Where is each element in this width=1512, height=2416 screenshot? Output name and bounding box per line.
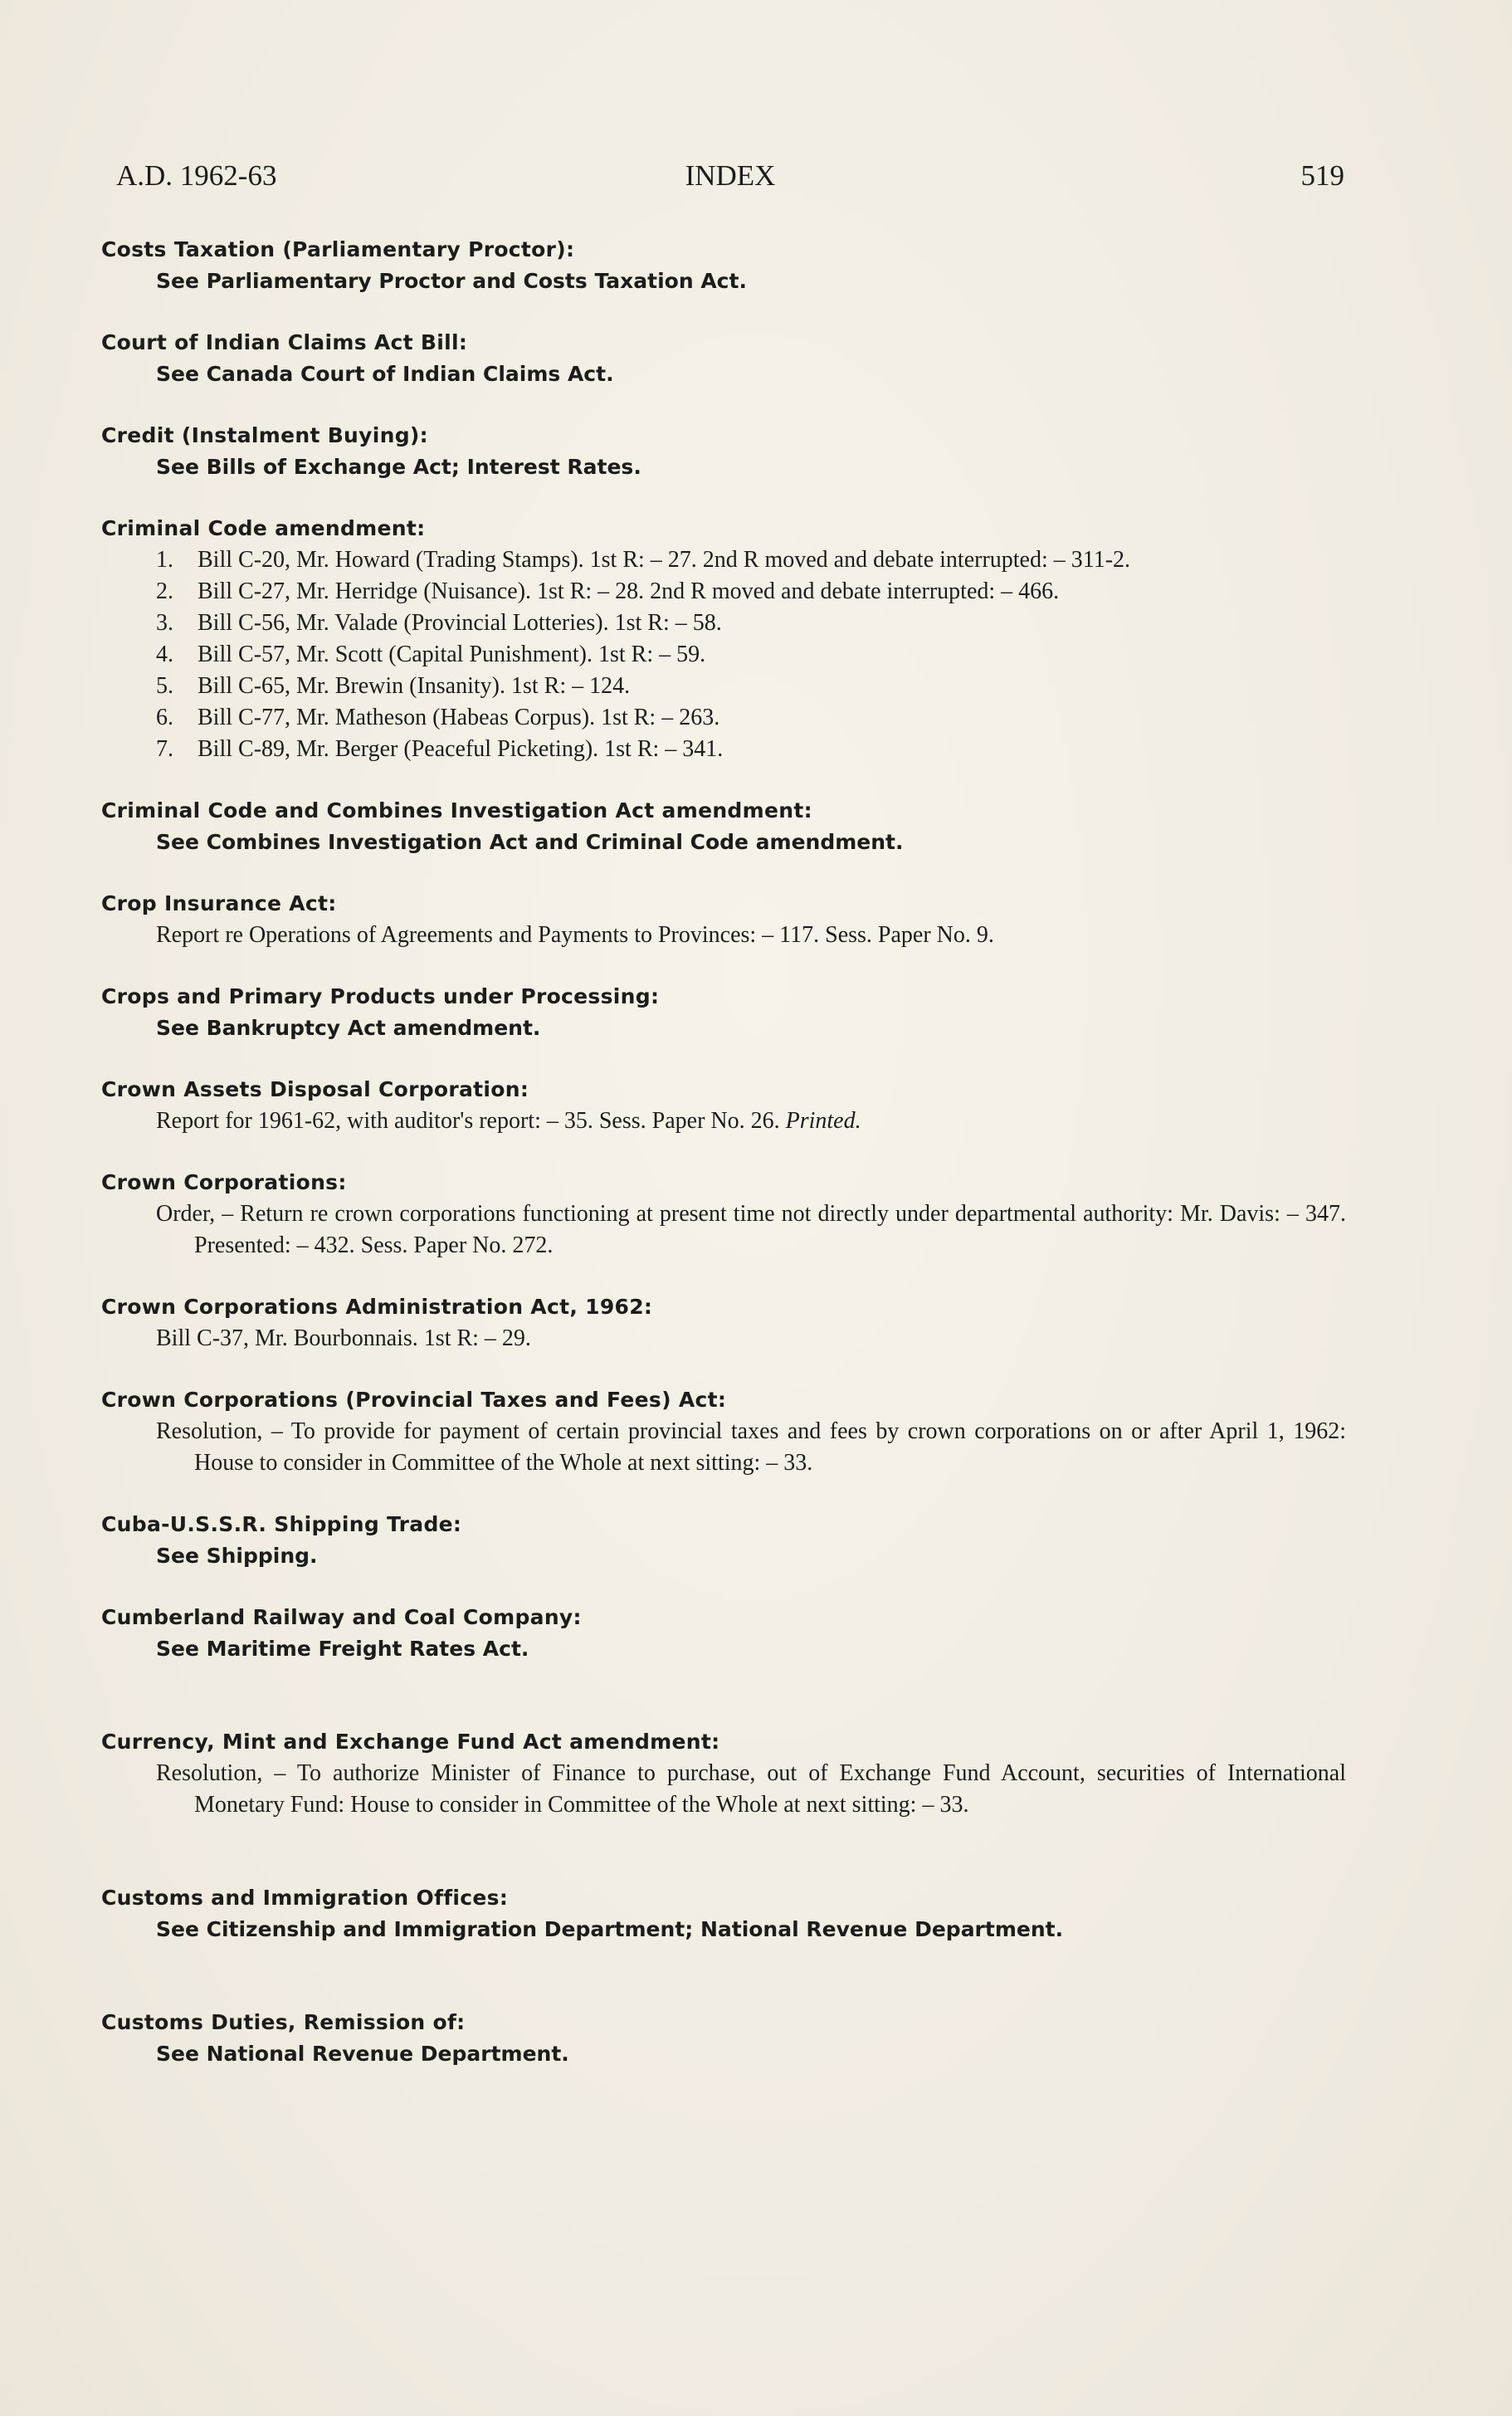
index-entry bbox=[101, 1882, 1346, 1945]
index-entry bbox=[101, 234, 1346, 297]
index-entry bbox=[101, 1726, 1346, 1821]
page-header bbox=[116, 159, 1344, 201]
printed-note: Printed. bbox=[785, 1108, 861, 1134]
entry-heading: Crops and Primary Products under Processing: bbox=[101, 984, 660, 1008]
entry-heading: Criminal Code amendment: bbox=[101, 516, 426, 540]
index-entry bbox=[101, 513, 1346, 765]
entry-heading: Crown Corporations Administration Act, 1962: bbox=[101, 1295, 653, 1319]
entry-heading: Cumberland Railway and Coal Company: bbox=[101, 1605, 582, 1629]
entry-heading: Crop Insurance Act: bbox=[101, 891, 337, 915]
item-number: 2. bbox=[156, 578, 173, 604]
index-entry bbox=[101, 1602, 1346, 1665]
cross-reference: See National Revenue Department. bbox=[156, 2042, 569, 2066]
entry-heading: Cuba-U.S.S.R. Shipping Trade: bbox=[101, 1512, 462, 1536]
cross-reference: See Citizenship and Immigration Department; National Revenue Department. bbox=[156, 1917, 1064, 1941]
entry-heading: Crown Corporations (Provincial Taxes and Fees) Act: bbox=[101, 1388, 727, 1412]
cross-reference: See Combines Investigation Act and Criminal Code amendment. bbox=[156, 830, 904, 854]
list-item bbox=[101, 576, 1346, 608]
entry-heading: Crown Corporations: bbox=[101, 1170, 347, 1194]
entry-text: Resolution, – To authorize Minister of Finance to purchase, out of Exchange Fund Account, securities of International Monetary Fund: House to consider in Committee of the Whole at next sitting: – 33. bbox=[156, 1760, 1346, 1818]
index-entry bbox=[101, 1384, 1346, 1479]
entry-text: Resolution, – To provide for payment of certain provincial taxes and fees by crown corporations on or after April 1, 1962: House to consider in Committee of the Whole at next sitting: – 33. bbox=[156, 1418, 1346, 1476]
entry-text bbox=[101, 1106, 1346, 1137]
list-item bbox=[101, 702, 1346, 734]
entry-heading: Crown Assets Disposal Corporation: bbox=[101, 1077, 529, 1101]
item-text: Bill C-20, Mr. Howard (Trading Stamps). 1st R: – 27. 2nd R moved and debate interrupted: – 311-2. bbox=[198, 547, 1131, 573]
list-item bbox=[101, 608, 1346, 639]
cross-reference: See Canada Court of Indian Claims Act. bbox=[156, 362, 614, 386]
cross-reference: See Parliamentary Proctor and Costs Taxation Act. bbox=[156, 269, 747, 293]
entry-heading: Currency, Mint and Exchange Fund Act amendment: bbox=[101, 1730, 720, 1754]
item-text: Bill C-65, Mr. Brewin (Insanity). 1st R: – 124. bbox=[198, 673, 631, 699]
item-number: 4. bbox=[156, 642, 173, 667]
entry-heading: Credit (Instalment Buying): bbox=[101, 423, 428, 447]
cross-reference: See Bankruptcy Act amendment. bbox=[156, 1016, 541, 1040]
entry-heading: Costs Taxation (Parliamentary Proctor): bbox=[101, 237, 575, 261]
cross-reference: See Shipping. bbox=[156, 1544, 318, 1568]
item-number: 5. bbox=[156, 673, 173, 699]
item-text: Bill C-56, Mr. Valade (Provincial Lotteries). 1st R: – 58. bbox=[198, 610, 722, 636]
index-entry bbox=[101, 420, 1346, 483]
list-item bbox=[101, 639, 1346, 671]
item-number: 7. bbox=[156, 736, 173, 762]
list-item bbox=[101, 544, 1346, 576]
entry-text: Bill C-37, Mr. Bourbonnais. 1st R: – 29. bbox=[156, 1325, 531, 1351]
item-text: Bill C-77, Mr. Matheson (Habeas Corpus). 1st R: – 263. bbox=[198, 705, 720, 730]
index-entry bbox=[101, 795, 1346, 858]
index-entry bbox=[101, 1167, 1346, 1262]
entry-heading: Customs Duties, Remission of: bbox=[101, 2010, 466, 2034]
item-number: 3. bbox=[156, 610, 173, 636]
entry-heading: Criminal Code and Combines Investigation Act amendment: bbox=[101, 798, 812, 822]
index-entry bbox=[101, 981, 1346, 1044]
item-text: Bill C-57, Mr. Scott (Capital Punishment). 1st R: – 59. bbox=[198, 642, 706, 667]
entry-text: Order, – Return re crown corporations functioning at present time not directly under departmental authority: Mr. Davis: – 347. Presented: – 432. Sess. Paper No. 272. bbox=[156, 1201, 1346, 1258]
header-title: INDEX bbox=[685, 159, 776, 192]
entry-text-main: Report for 1961-62, with auditor's report: – 35. Sess. Paper No. 26. bbox=[156, 1108, 780, 1134]
index-entry bbox=[101, 2007, 1346, 2070]
index-entries bbox=[101, 234, 1346, 2070]
list-item bbox=[101, 734, 1346, 765]
list-item bbox=[101, 671, 1346, 702]
cross-reference: See Bills of Exchange Act; Interest Rates. bbox=[156, 455, 641, 479]
index-entry bbox=[101, 888, 1346, 951]
page-number: 519 bbox=[1300, 159, 1344, 192]
index-entry bbox=[101, 1509, 1346, 1572]
header-years: A.D. 1962-63 bbox=[116, 159, 277, 192]
bill-list bbox=[101, 544, 1346, 765]
item-text: Bill C-27, Mr. Herridge (Nuisance). 1st R: – 28. 2nd R moved and debate interrupted: – 466. bbox=[198, 578, 1060, 604]
index-entry bbox=[101, 1291, 1346, 1354]
index-entry bbox=[101, 327, 1346, 390]
item-text: Bill C-89, Mr. Berger (Peaceful Picketing). 1st R: – 341. bbox=[198, 736, 724, 762]
entry-heading: Court of Indian Claims Act Bill: bbox=[101, 330, 468, 354]
item-number: 6. bbox=[156, 705, 173, 730]
cross-reference: See Maritime Freight Rates Act. bbox=[156, 1637, 529, 1661]
entry-heading: Customs and Immigration Offices: bbox=[101, 1886, 509, 1910]
entry-text: Report re Operations of Agreements and Payments to Provinces: – 117. Sess. Paper No. 9. bbox=[156, 922, 994, 948]
item-number: 1. bbox=[156, 547, 173, 573]
index-entry bbox=[101, 1074, 1346, 1137]
